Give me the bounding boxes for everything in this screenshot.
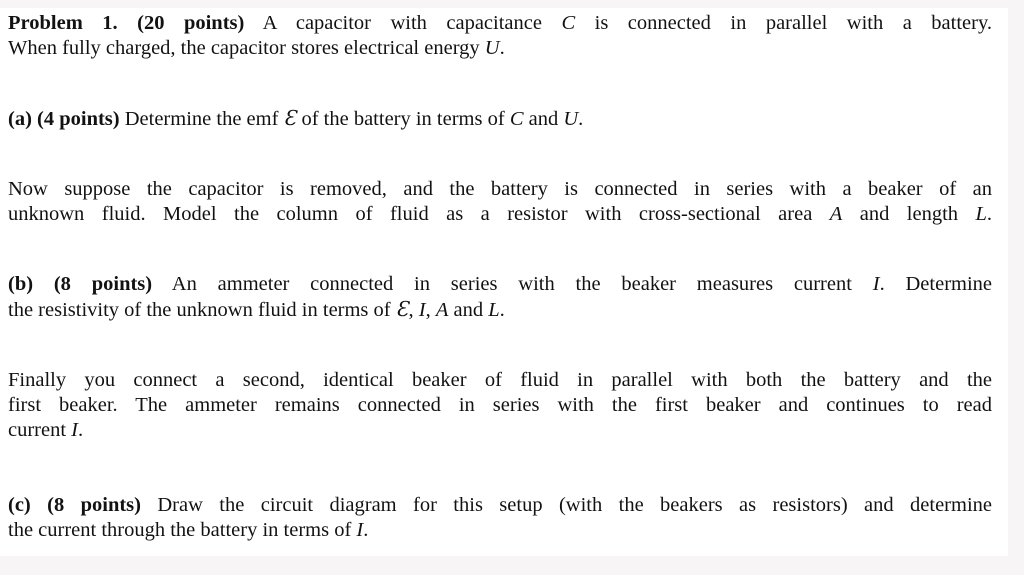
text-run: . [986,203,992,225]
bold-run: (b) (8 points) [8,273,153,295]
text-run: . [499,37,505,59]
math-variable: A [435,299,449,321]
text-line [8,297,992,323]
part-c-paragraph [8,493,992,543]
text-run: A capacitor with capacitance [244,12,562,34]
text-line [8,393,992,418]
text-line [8,11,992,36]
math-variable: I [418,299,426,321]
text-run: . [578,108,584,130]
text-run: . [78,419,84,441]
text-run: is connected in parallel with a battery. [575,12,992,34]
emf-symbol: Ɛ [283,106,297,130]
math-variable: A [829,203,843,225]
part-b-paragraph [8,272,992,323]
text-line [8,493,992,518]
text-run: Determine the emf [119,108,284,130]
text-run: Finally you connect a second, identical beaker of fluid in parallel with both the battery and the [8,369,992,391]
text-line [8,518,992,543]
text-run: of the battery in terms of [296,108,510,130]
text-line [8,202,992,227]
text-run: the resistivity of the unknown fluid in terms of [8,299,396,321]
math-variable: U [484,37,500,59]
text-run: When fully charged, the capacitor stores electrical energy [8,37,485,59]
text-run: . Determine [879,273,993,295]
text-line [8,106,992,132]
document-page [0,8,1008,556]
text-run: and length [842,203,976,225]
emf-symbol: Ɛ [395,297,409,321]
text-line [8,368,992,393]
text-line [8,177,992,202]
text-run: first beaker. The ammeter remains connected in series with the first beaker and continues to read [8,394,992,416]
math-variable: C [561,12,576,34]
text-run: Now suppose the capacitor is removed, and the battery is connected in series with a beaker of an [8,178,992,200]
text-run: the current through the battery in terms of [8,519,357,541]
text-run: unknown fluid. Model the column of fluid as a resistor with cross-sectional area [8,203,830,225]
math-variable: U [563,108,579,130]
text-run: Draw the circuit diagram for this setup (with the beakers as resistors) and determine [140,494,992,516]
text-line [8,36,992,61]
math-variable: L [488,299,500,321]
problem-text [8,11,992,543]
math-variable: I [872,273,880,295]
math-variable: L [975,203,987,225]
bold-run: (c) (8 points) [8,494,141,516]
text-run: current [8,419,72,441]
text-run: An ammeter connected in series with the beaker measures current [152,273,873,295]
bold-run: (a) (4 points) [8,108,120,130]
bold-run: Problem 1. (20 points) [8,12,245,34]
text-line [8,418,992,443]
text-run: , [408,299,419,321]
math-variable: I [356,519,364,541]
text-run: . [363,519,369,541]
text-run: . [499,299,505,321]
text-line [8,272,992,297]
math-variable: I [71,419,78,441]
text-run: and [448,299,489,321]
text-run: , [425,299,436,321]
parallel-setup-paragraph [8,368,992,443]
text-run: and [523,108,564,130]
intro-paragraph [8,11,992,61]
series-setup-paragraph [8,177,992,227]
part-a-paragraph [8,106,992,132]
math-variable: C [509,108,524,130]
